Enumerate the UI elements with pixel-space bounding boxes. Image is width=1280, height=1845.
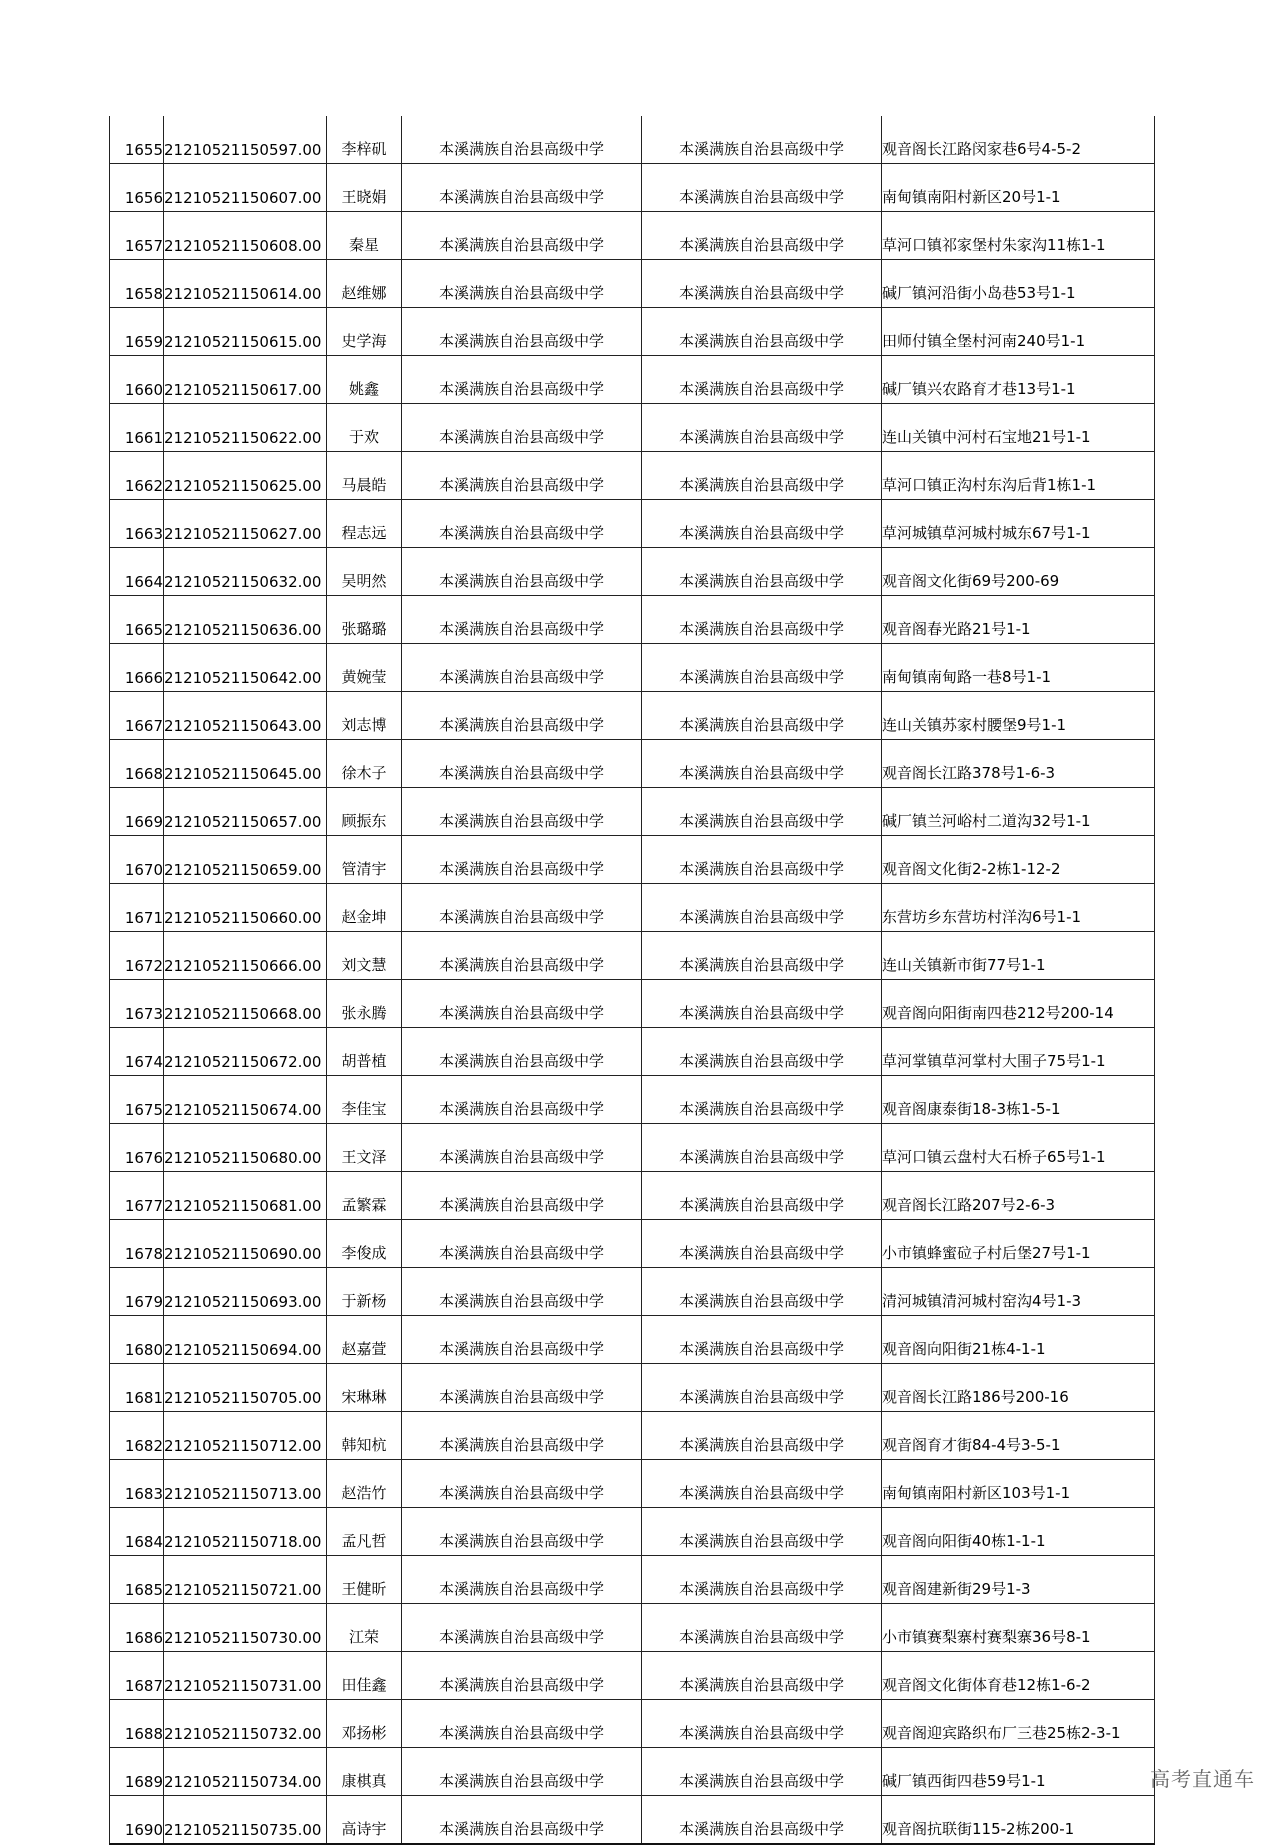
row-name-cell: 吴明然	[327, 548, 402, 596]
table-row	[110, 164, 1155, 212]
table-row	[110, 692, 1155, 740]
row-name-cell: 王文泽	[327, 1124, 402, 1172]
row-seq-cell: 1685	[110, 1556, 164, 1604]
row-seq-cell: 1663	[110, 500, 164, 548]
row-seq-cell: 1659	[110, 308, 164, 356]
row-address-cell: 观音阁长江路378号1-6-3	[882, 740, 1155, 788]
row-school1-cell: 本溪满族自治县高级中学	[402, 116, 642, 164]
row-school2-cell: 本溪满族自治县高级中学	[642, 644, 882, 692]
table-row	[110, 356, 1155, 404]
row-school1-cell: 本溪满族自治县高级中学	[402, 932, 642, 980]
row-address-cell: 观音阁长江路186号200-16	[882, 1364, 1155, 1412]
row-address-cell: 南甸镇南阳村新区20号1-1	[882, 164, 1155, 212]
row-id-cell: 21210521150657.00	[164, 788, 327, 836]
row-school1-cell: 本溪满族自治县高级中学	[402, 1700, 642, 1748]
row-address-cell: 连山关镇新市街77号1-1	[882, 932, 1155, 980]
row-seq-cell: 1656	[110, 164, 164, 212]
row-id-cell: 21210521150615.00	[164, 308, 327, 356]
row-school2-cell: 本溪满族自治县高级中学	[642, 1652, 882, 1700]
table-row	[110, 548, 1155, 596]
row-id-cell: 21210521150668.00	[164, 980, 327, 1028]
row-name-cell: 李佳宝	[327, 1076, 402, 1124]
row-name-cell: 徐木子	[327, 740, 402, 788]
row-seq-cell: 1657	[110, 212, 164, 260]
row-id-cell: 21210521150734.00	[164, 1748, 327, 1796]
row-name-cell: 赵嘉萱	[327, 1316, 402, 1364]
row-address-cell: 草河掌镇草河掌村大围子75号1-1	[882, 1028, 1155, 1076]
row-seq-cell: 1669	[110, 788, 164, 836]
row-school1-cell: 本溪满族自治县高级中学	[402, 1028, 642, 1076]
row-address-cell: 观音阁春光路21号1-1	[882, 596, 1155, 644]
row-school1-cell: 本溪满族自治县高级中学	[402, 500, 642, 548]
row-seq-cell: 1658	[110, 260, 164, 308]
table-row	[110, 1124, 1155, 1172]
row-name-cell: 于欢	[327, 404, 402, 452]
row-school2-cell: 本溪满族自治县高级中学	[642, 788, 882, 836]
row-id-cell: 21210521150694.00	[164, 1316, 327, 1364]
row-id-cell: 21210521150625.00	[164, 452, 327, 500]
table-row	[110, 308, 1155, 356]
row-name-cell: 赵浩竹	[327, 1460, 402, 1508]
admission-table	[109, 116, 1155, 1845]
row-name-cell: 顾振东	[327, 788, 402, 836]
row-id-cell: 21210521150622.00	[164, 404, 327, 452]
row-seq-cell: 1690	[110, 1796, 164, 1845]
row-school2-cell: 本溪满族自治县高级中学	[642, 308, 882, 356]
row-school1-cell: 本溪满族自治县高级中学	[402, 1220, 642, 1268]
row-name-cell: 李梓矶	[327, 116, 402, 164]
row-school2-cell: 本溪满族自治县高级中学	[642, 1268, 882, 1316]
row-school2-cell: 本溪满族自治县高级中学	[642, 356, 882, 404]
row-address-cell: 观音阁长江路闵家巷6号4-5-2	[882, 116, 1155, 164]
table-row	[110, 1556, 1155, 1604]
table-row	[110, 1700, 1155, 1748]
row-address-cell: 田师付镇全堡村河南240号1-1	[882, 308, 1155, 356]
row-seq-cell: 1655	[110, 116, 164, 164]
row-id-cell: 21210521150705.00	[164, 1364, 327, 1412]
row-id-cell: 21210521150642.00	[164, 644, 327, 692]
row-seq-cell: 1679	[110, 1268, 164, 1316]
table-row	[110, 452, 1155, 500]
row-id-cell: 21210521150608.00	[164, 212, 327, 260]
row-seq-cell: 1686	[110, 1604, 164, 1652]
row-name-cell: 赵维娜	[327, 260, 402, 308]
row-id-cell: 21210521150607.00	[164, 164, 327, 212]
row-school2-cell: 本溪满族自治县高级中学	[642, 1508, 882, 1556]
row-school2-cell: 本溪满族自治县高级中学	[642, 1604, 882, 1652]
row-id-cell: 21210521150713.00	[164, 1460, 327, 1508]
row-school2-cell: 本溪满族自治县高级中学	[642, 692, 882, 740]
row-id-cell: 21210521150718.00	[164, 1508, 327, 1556]
row-id-cell: 21210521150617.00	[164, 356, 327, 404]
row-address-cell: 观音阁育才街84-4号3-5-1	[882, 1412, 1155, 1460]
row-school1-cell: 本溪满族自治县高级中学	[402, 1412, 642, 1460]
row-school2-cell: 本溪满族自治县高级中学	[642, 260, 882, 308]
row-id-cell: 21210521150614.00	[164, 260, 327, 308]
row-address-cell: 观音阁迎宾路织布厂三巷25栋2-3-1	[882, 1700, 1155, 1748]
row-school2-cell: 本溪满族自治县高级中学	[642, 1364, 882, 1412]
row-school2-cell: 本溪满族自治县高级中学	[642, 1700, 882, 1748]
row-id-cell: 21210521150636.00	[164, 596, 327, 644]
row-seq-cell: 1672	[110, 932, 164, 980]
row-name-cell: 孟凡哲	[327, 1508, 402, 1556]
row-school1-cell: 本溪满族自治县高级中学	[402, 1076, 642, 1124]
row-id-cell: 21210521150674.00	[164, 1076, 327, 1124]
row-address-cell: 小市镇赛梨寨村赛梨寨36号8-1	[882, 1604, 1155, 1652]
row-school2-cell: 本溪满族自治县高级中学	[642, 1412, 882, 1460]
table-row	[110, 836, 1155, 884]
row-school2-cell: 本溪满族自治县高级中学	[642, 740, 882, 788]
row-school1-cell: 本溪满族自治县高级中学	[402, 980, 642, 1028]
row-seq-cell: 1674	[110, 1028, 164, 1076]
row-school2-cell: 本溪满族自治县高级中学	[642, 1220, 882, 1268]
row-address-cell: 观音阁文化街体育巷12栋1-6-2	[882, 1652, 1155, 1700]
row-school2-cell: 本溪满族自治县高级中学	[642, 212, 882, 260]
table-row	[110, 1508, 1155, 1556]
watermark-text: 高考直通车	[1150, 1767, 1255, 1791]
table-row	[110, 980, 1155, 1028]
row-address-cell: 南甸镇南甸路一巷8号1-1	[882, 644, 1155, 692]
row-seq-cell: 1671	[110, 884, 164, 932]
row-school2-cell: 本溪满族自治县高级中学	[642, 548, 882, 596]
table-row	[110, 260, 1155, 308]
row-id-cell: 21210521150731.00	[164, 1652, 327, 1700]
row-name-cell: 管清宇	[327, 836, 402, 884]
table-row	[110, 884, 1155, 932]
table-row	[110, 1748, 1155, 1796]
row-school2-cell: 本溪满族自治县高级中学	[642, 980, 882, 1028]
row-id-cell: 21210521150660.00	[164, 884, 327, 932]
table-row	[110, 1316, 1155, 1364]
row-name-cell: 刘志博	[327, 692, 402, 740]
row-school1-cell: 本溪满族自治县高级中学	[402, 596, 642, 644]
row-name-cell: 宋琳琳	[327, 1364, 402, 1412]
row-id-cell: 21210521150730.00	[164, 1604, 327, 1652]
table-body	[110, 116, 1155, 1844]
row-address-cell: 东营坊乡东营坊村洋沟6号1-1	[882, 884, 1155, 932]
row-address-cell: 观音阁康泰街18-3栋1-5-1	[882, 1076, 1155, 1124]
row-seq-cell: 1683	[110, 1460, 164, 1508]
row-id-cell: 21210521150632.00	[164, 548, 327, 596]
row-school2-cell: 本溪满族自治县高级中学	[642, 1028, 882, 1076]
row-school1-cell: 本溪满族自治县高级中学	[402, 1748, 642, 1796]
table-row	[110, 932, 1155, 980]
row-name-cell: 黄婉莹	[327, 644, 402, 692]
row-school2-cell: 本溪满族自治县高级中学	[642, 1556, 882, 1604]
row-name-cell: 王晓娟	[327, 164, 402, 212]
row-seq-cell: 1664	[110, 548, 164, 596]
row-id-cell: 21210521150680.00	[164, 1124, 327, 1172]
row-address-cell: 观音阁文化街2-2栋1-12-2	[882, 836, 1155, 884]
row-seq-cell: 1675	[110, 1076, 164, 1124]
row-school1-cell: 本溪满族自治县高级中学	[402, 452, 642, 500]
row-address-cell: 观音阁抗联街115-2栋200-1	[882, 1796, 1155, 1845]
row-name-cell: 秦星	[327, 212, 402, 260]
row-id-cell: 21210521150690.00	[164, 1220, 327, 1268]
row-address-cell: 连山关镇苏家村腰堡9号1-1	[882, 692, 1155, 740]
row-address-cell: 草河口镇云盘村大石桥子65号1-1	[882, 1124, 1155, 1172]
row-school1-cell: 本溪满族自治县高级中学	[402, 404, 642, 452]
row-address-cell: 观音阁长江路207号2-6-3	[882, 1172, 1155, 1220]
row-address-cell: 观音阁文化街69号200-69	[882, 548, 1155, 596]
row-seq-cell: 1660	[110, 356, 164, 404]
row-seq-cell: 1682	[110, 1412, 164, 1460]
row-address-cell: 南甸镇南阳村新区103号1-1	[882, 1460, 1155, 1508]
row-name-cell: 张璐璐	[327, 596, 402, 644]
row-seq-cell: 1668	[110, 740, 164, 788]
row-id-cell: 21210521150693.00	[164, 1268, 327, 1316]
row-school2-cell: 本溪满族自治县高级中学	[642, 1796, 882, 1845]
row-address-cell: 观音阁向阳街南四巷212号200-14	[882, 980, 1155, 1028]
table-row	[110, 212, 1155, 260]
row-school2-cell: 本溪满族自治县高级中学	[642, 1172, 882, 1220]
row-id-cell: 21210521150666.00	[164, 932, 327, 980]
row-school2-cell: 本溪满族自治县高级中学	[642, 1460, 882, 1508]
row-name-cell: 邓扬彬	[327, 1700, 402, 1748]
table-row	[110, 1412, 1155, 1460]
row-school1-cell: 本溪满族自治县高级中学	[402, 164, 642, 212]
row-school1-cell: 本溪满族自治县高级中学	[402, 1460, 642, 1508]
row-school1-cell: 本溪满族自治县高级中学	[402, 356, 642, 404]
row-school2-cell: 本溪满族自治县高级中学	[642, 452, 882, 500]
row-school1-cell: 本溪满族自治县高级中学	[402, 1604, 642, 1652]
row-id-cell: 21210521150645.00	[164, 740, 327, 788]
row-address-cell: 碱厂镇兴农路育才巷13号1-1	[882, 356, 1155, 404]
row-school1-cell: 本溪满族自治县高级中学	[402, 836, 642, 884]
row-name-cell: 李俊成	[327, 1220, 402, 1268]
row-name-cell: 田佳鑫	[327, 1652, 402, 1700]
row-school2-cell: 本溪满族自治县高级中学	[642, 1124, 882, 1172]
row-id-cell: 21210521150643.00	[164, 692, 327, 740]
row-school1-cell: 本溪满族自治县高级中学	[402, 260, 642, 308]
row-school1-cell: 本溪满族自治县高级中学	[402, 1316, 642, 1364]
row-address-cell: 清河城镇清河城村窑沟4号1-3	[882, 1268, 1155, 1316]
row-address-cell: 草河口镇祁家堡村朱家沟11栋1-1	[882, 212, 1155, 260]
table-row	[110, 1652, 1155, 1700]
row-name-cell: 马晨皓	[327, 452, 402, 500]
row-school2-cell: 本溪满族自治县高级中学	[642, 836, 882, 884]
row-school1-cell: 本溪满族自治县高级中学	[402, 788, 642, 836]
row-address-cell: 连山关镇中河村石宝地21号1-1	[882, 404, 1155, 452]
row-id-cell: 21210521150681.00	[164, 1172, 327, 1220]
row-name-cell: 高诗宇	[327, 1796, 402, 1845]
row-seq-cell: 1667	[110, 692, 164, 740]
row-seq-cell: 1678	[110, 1220, 164, 1268]
row-name-cell: 韩知杭	[327, 1412, 402, 1460]
row-name-cell: 胡普植	[327, 1028, 402, 1076]
row-id-cell: 21210521150627.00	[164, 500, 327, 548]
row-school2-cell: 本溪满族自治县高级中学	[642, 1076, 882, 1124]
row-name-cell: 王健昕	[327, 1556, 402, 1604]
row-name-cell: 史学海	[327, 308, 402, 356]
row-school1-cell: 本溪满族自治县高级中学	[402, 884, 642, 932]
row-name-cell: 江荣	[327, 1604, 402, 1652]
table-row	[110, 404, 1155, 452]
row-address-cell: 观音阁向阳街21栋4-1-1	[882, 1316, 1155, 1364]
row-school2-cell: 本溪满族自治县高级中学	[642, 164, 882, 212]
table-row	[110, 1460, 1155, 1508]
row-school1-cell: 本溪满族自治县高级中学	[402, 1172, 642, 1220]
row-school1-cell: 本溪满族自治县高级中学	[402, 212, 642, 260]
row-seq-cell: 1673	[110, 980, 164, 1028]
row-address-cell: 碱厂镇兰河峪村二道沟32号1-1	[882, 788, 1155, 836]
row-name-cell: 姚鑫	[327, 356, 402, 404]
table-row	[110, 1796, 1155, 1845]
row-name-cell: 孟繁霖	[327, 1172, 402, 1220]
row-school1-cell: 本溪满族自治县高级中学	[402, 1508, 642, 1556]
row-address-cell: 碱厂镇西街四巷59号1-1	[882, 1748, 1155, 1796]
row-seq-cell: 1680	[110, 1316, 164, 1364]
row-seq-cell: 1681	[110, 1364, 164, 1412]
table-row	[110, 740, 1155, 788]
table-row	[110, 1220, 1155, 1268]
row-id-cell: 21210521150712.00	[164, 1412, 327, 1460]
row-school2-cell: 本溪满族自治县高级中学	[642, 1316, 882, 1364]
row-name-cell: 赵金坤	[327, 884, 402, 932]
row-id-cell: 21210521150721.00	[164, 1556, 327, 1604]
row-seq-cell: 1687	[110, 1652, 164, 1700]
row-seq-cell: 1661	[110, 404, 164, 452]
row-name-cell: 程志远	[327, 500, 402, 548]
table-row	[110, 596, 1155, 644]
row-id-cell: 21210521150735.00	[164, 1796, 327, 1845]
row-address-cell: 小市镇蜂蜜砬子村后堡27号1-1	[882, 1220, 1155, 1268]
row-seq-cell: 1676	[110, 1124, 164, 1172]
table-row	[110, 1364, 1155, 1412]
row-address-cell: 草河口镇正沟村东沟后背1栋1-1	[882, 452, 1155, 500]
table-row	[110, 1028, 1155, 1076]
row-seq-cell: 1684	[110, 1508, 164, 1556]
row-school1-cell: 本溪满族自治县高级中学	[402, 1652, 642, 1700]
row-name-cell: 张永腾	[327, 980, 402, 1028]
row-school1-cell: 本溪满族自治县高级中学	[402, 548, 642, 596]
row-id-cell: 21210521150597.00	[164, 116, 327, 164]
row-id-cell: 21210521150659.00	[164, 836, 327, 884]
row-address-cell: 草河城镇草河城村城东67号1-1	[882, 500, 1155, 548]
table-row	[110, 1268, 1155, 1316]
row-school2-cell: 本溪满族自治县高级中学	[642, 932, 882, 980]
row-school1-cell: 本溪满族自治县高级中学	[402, 1796, 642, 1845]
row-school1-cell: 本溪满族自治县高级中学	[402, 1268, 642, 1316]
row-school2-cell: 本溪满族自治县高级中学	[642, 596, 882, 644]
table-row	[110, 116, 1155, 164]
row-seq-cell: 1666	[110, 644, 164, 692]
table-row	[110, 1604, 1155, 1652]
row-school2-cell: 本溪满族自治县高级中学	[642, 1748, 882, 1796]
row-school2-cell: 本溪满族自治县高级中学	[642, 404, 882, 452]
row-school1-cell: 本溪满族自治县高级中学	[402, 1556, 642, 1604]
row-school1-cell: 本溪满族自治县高级中学	[402, 308, 642, 356]
table-row	[110, 1172, 1155, 1220]
row-school2-cell: 本溪满族自治县高级中学	[642, 500, 882, 548]
row-school2-cell: 本溪满族自治县高级中学	[642, 116, 882, 164]
row-school1-cell: 本溪满族自治县高级中学	[402, 740, 642, 788]
row-seq-cell: 1665	[110, 596, 164, 644]
table-row	[110, 788, 1155, 836]
row-id-cell: 21210521150732.00	[164, 1700, 327, 1748]
row-school1-cell: 本溪满族自治县高级中学	[402, 644, 642, 692]
row-address-cell: 碱厂镇河沿街小岛巷53号1-1	[882, 260, 1155, 308]
row-school2-cell: 本溪满族自治县高级中学	[642, 884, 882, 932]
table-row	[110, 644, 1155, 692]
row-school1-cell: 本溪满族自治县高级中学	[402, 692, 642, 740]
table-row	[110, 1076, 1155, 1124]
row-address-cell: 观音阁向阳街40栋1-1-1	[882, 1508, 1155, 1556]
row-name-cell: 于新杨	[327, 1268, 402, 1316]
row-seq-cell: 1688	[110, 1700, 164, 1748]
row-id-cell: 21210521150672.00	[164, 1028, 327, 1076]
row-seq-cell: 1662	[110, 452, 164, 500]
row-school1-cell: 本溪满族自治县高级中学	[402, 1124, 642, 1172]
row-seq-cell: 1689	[110, 1748, 164, 1796]
row-name-cell: 刘文慧	[327, 932, 402, 980]
row-seq-cell: 1670	[110, 836, 164, 884]
table-row	[110, 500, 1155, 548]
row-school1-cell: 本溪满族自治县高级中学	[402, 1364, 642, 1412]
row-seq-cell: 1677	[110, 1172, 164, 1220]
row-address-cell: 观音阁建新街29号1-3	[882, 1556, 1155, 1604]
row-name-cell: 康棋真	[327, 1748, 402, 1796]
